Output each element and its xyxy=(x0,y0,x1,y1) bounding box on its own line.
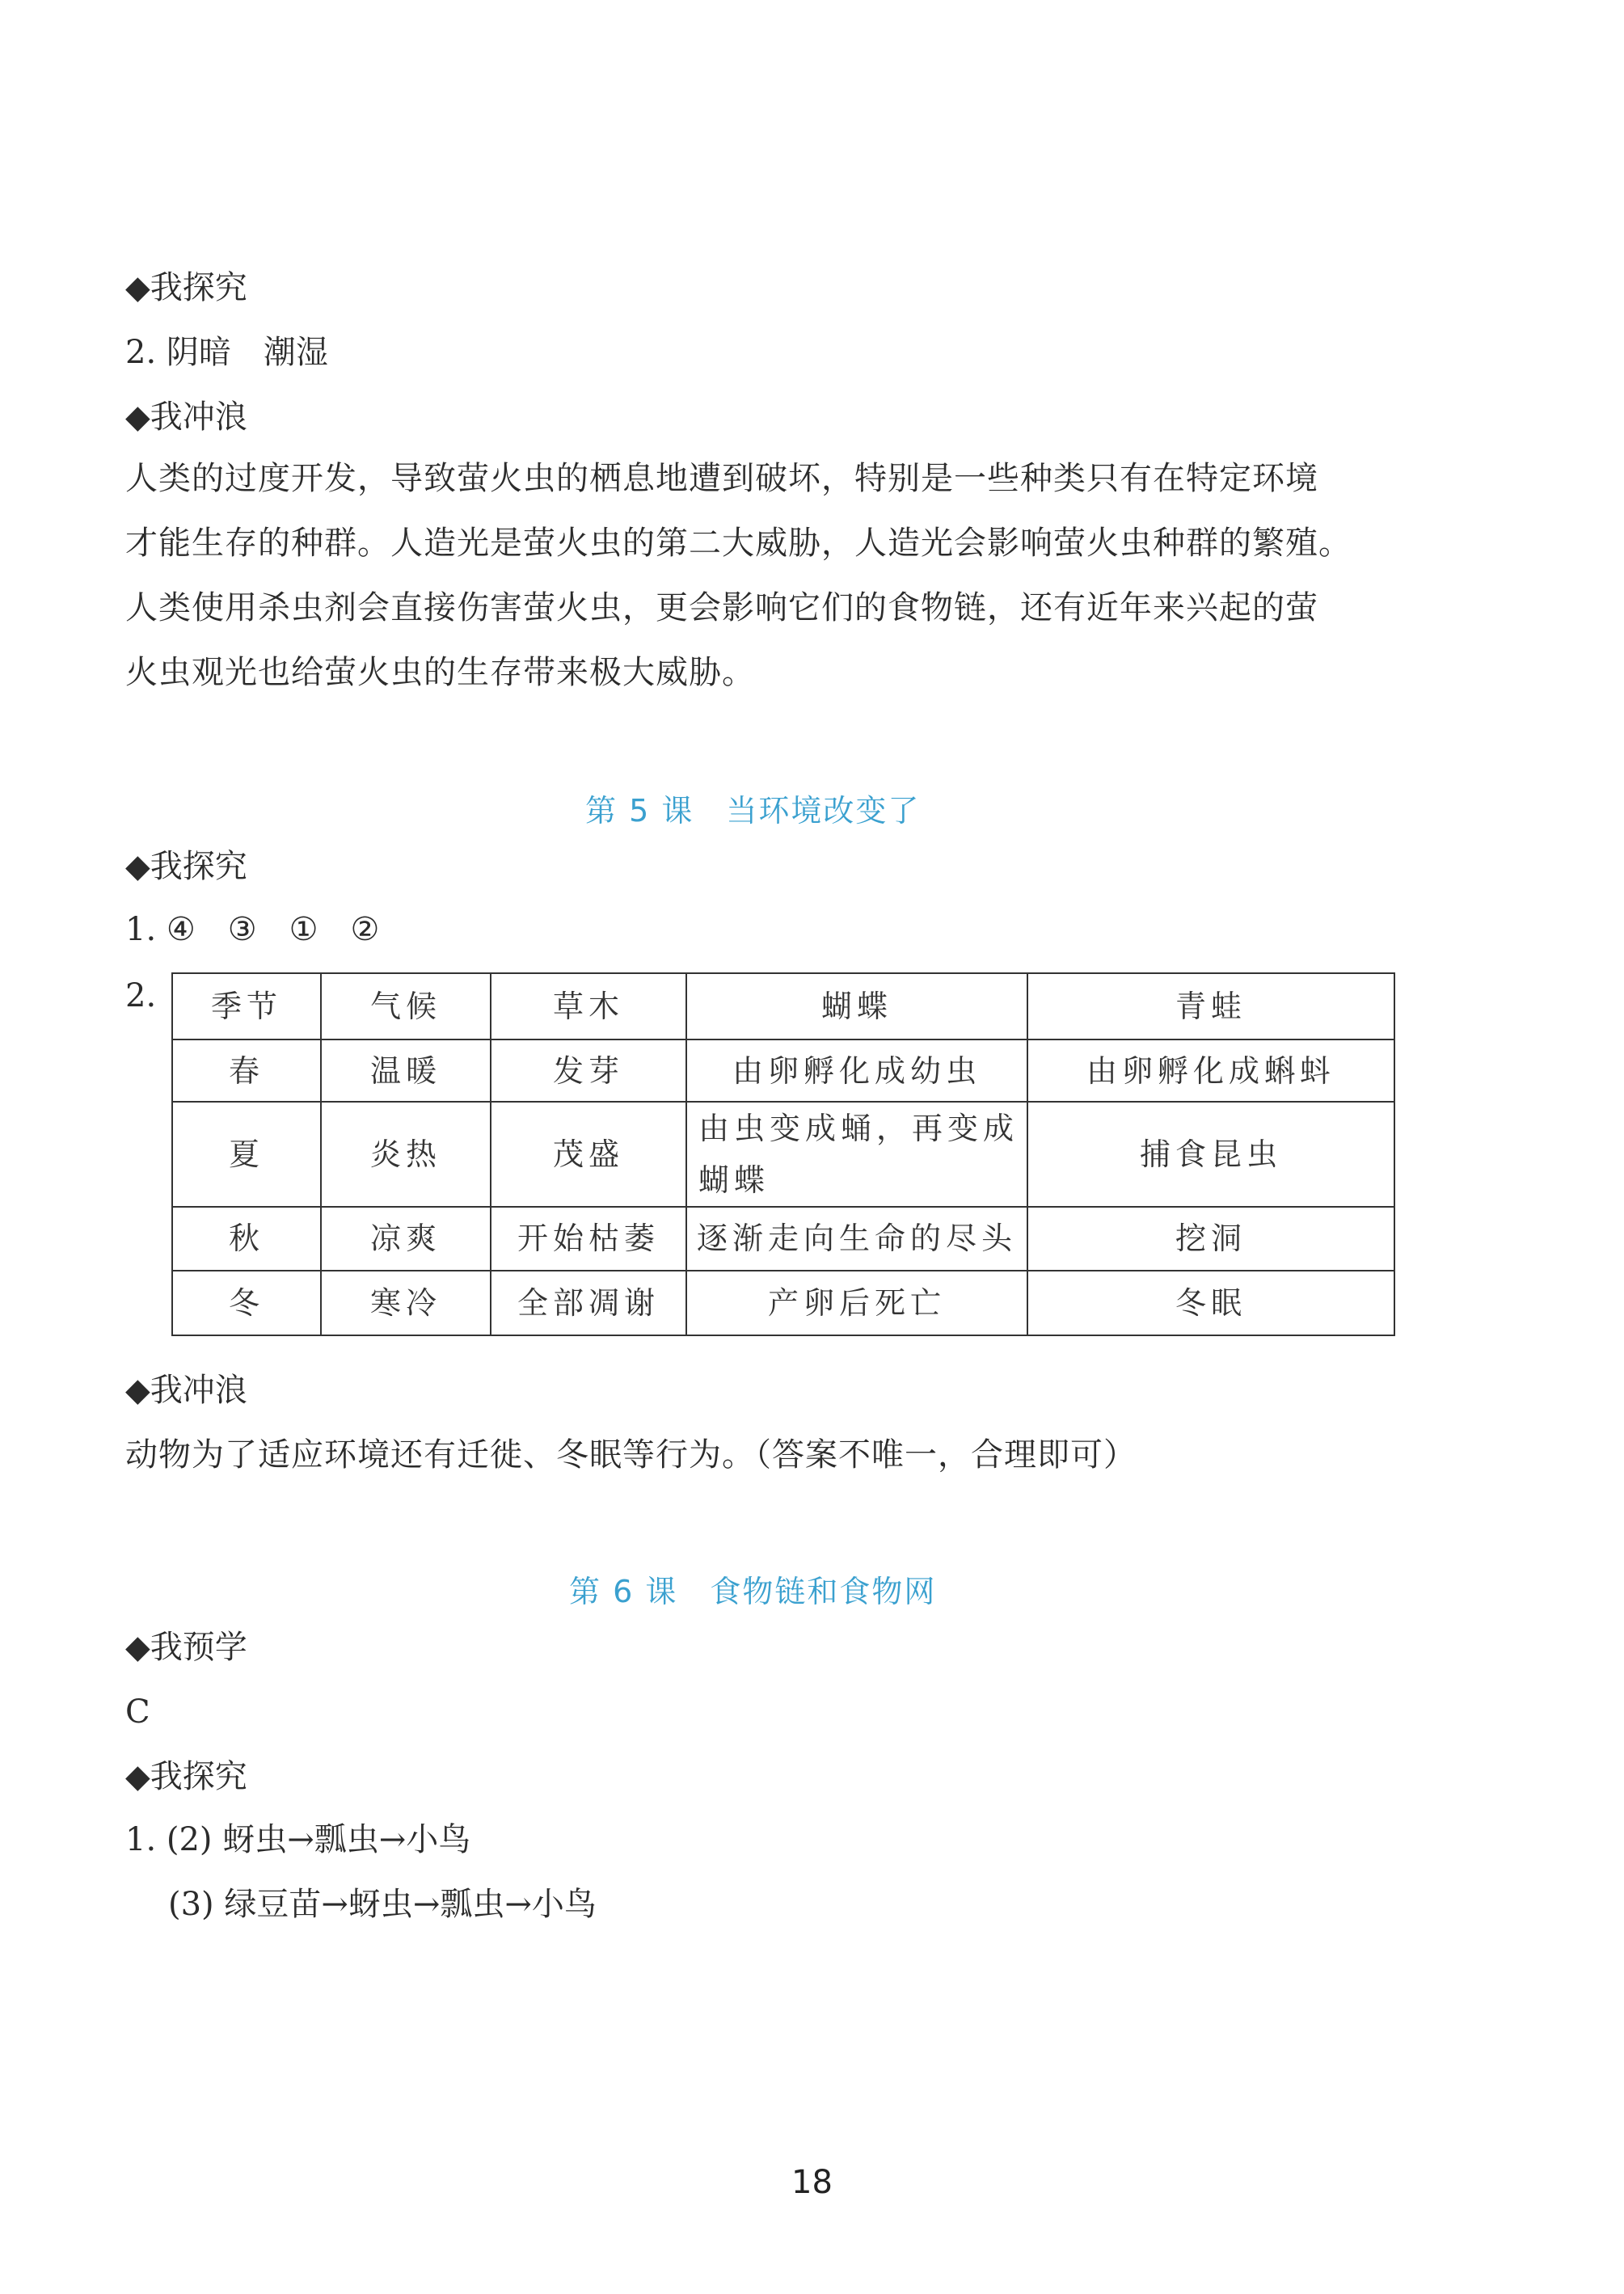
surf-line: 人类的过度开发，导致萤火虫的栖息地遭到破坏，特别是一些种类只有在特定环境 xyxy=(125,460,1318,497)
explore-heading: ◆我探究 xyxy=(125,269,247,306)
seasons-table xyxy=(171,972,1395,1336)
table-header-cell: 季节 xyxy=(172,973,321,1039)
table-cell: 捕食昆虫 xyxy=(1027,1102,1394,1208)
surf-paragraph xyxy=(125,446,1419,705)
explore-answer: 2. 阴暗 潮湿 xyxy=(125,334,328,371)
surf-line: 火虫观光也给萤火虫的生存带来极大威胁。 xyxy=(125,654,755,691)
table-cell: 全部凋谢 xyxy=(491,1271,686,1335)
table-cell: 产卵后死亡 xyxy=(686,1271,1027,1335)
table-cell: 由卵孵化成蝌蚪 xyxy=(1027,1039,1394,1101)
lesson6-explore-heading: ◆我探究 xyxy=(125,1758,247,1795)
table-cell: 炎热 xyxy=(321,1102,491,1208)
table-header-cell: 蝴蝶 xyxy=(686,973,1027,1039)
lesson5-title: 第 5 课 当环境改变了 xyxy=(585,793,921,829)
table-cell: 冬眠 xyxy=(1027,1271,1394,1335)
table-cell: 发芽 xyxy=(491,1039,686,1101)
table-cell: 寒冷 xyxy=(321,1271,491,1335)
surf-line: 才能生存的种群。人造光是萤火虫的第二大威胁，人造光会影响萤火虫种群的繁殖。 xyxy=(125,525,1352,562)
table-cell: 秋 xyxy=(172,1207,321,1270)
table-cell: 逐渐走向生命的尽头 xyxy=(686,1207,1027,1270)
table-header-cell: 气候 xyxy=(321,973,491,1039)
surf-line: 人类使用杀虫剂会直接伤害萤火虫，更会影响它们的食物链，还有近年来兴起的萤 xyxy=(125,589,1318,626)
table-cell: 茂盛 xyxy=(491,1102,686,1208)
lesson5-explore-heading: ◆我探究 xyxy=(125,848,247,885)
lesson5-surf-heading: ◆我冲浪 xyxy=(125,1372,247,1409)
lesson5-surf-text: 动物为了适应环境还有迁徙、冬眠等行为。（答案不唯一，合理即可） xyxy=(125,1436,1137,1474)
table-cell: 开始枯萎 xyxy=(491,1207,686,1270)
table-header-row xyxy=(172,973,1394,1039)
table-header-cell: 草木 xyxy=(491,973,686,1039)
table-cell: 挖洞 xyxy=(1027,1207,1394,1270)
page-number: 18 xyxy=(791,2164,833,2201)
table-cell: 由卵孵化成幼虫 xyxy=(686,1039,1027,1101)
table-row xyxy=(172,1271,1394,1335)
table-cell: 由虫变成蛹，再变成蝴蝶 xyxy=(686,1102,1027,1208)
lesson6-title: 第 6 课 食物链和食物网 xyxy=(569,1574,937,1609)
table-header-cell: 青蛙 xyxy=(1027,973,1394,1039)
lesson6-answer1-line2: (3) 绿豆苗→蚜虫→瓢虫→小鸟 xyxy=(168,1886,597,1923)
table-row xyxy=(172,1102,1394,1208)
table-cell: 冬 xyxy=(172,1271,321,1335)
lesson6-answer1-line1: 1. (2) 蚜虫→瓢虫→小鸟 xyxy=(125,1821,471,1858)
lesson6-preview-heading: ◆我预学 xyxy=(125,1629,247,1666)
surf-heading: ◆我冲浪 xyxy=(125,398,247,436)
lesson6-preview-answer: C xyxy=(125,1693,150,1731)
lesson5-answer2-label: 2. xyxy=(125,977,157,1014)
table-cell: 夏 xyxy=(172,1102,321,1208)
table-cell: 春 xyxy=(172,1039,321,1101)
table-cell: 温暖 xyxy=(321,1039,491,1101)
table-cell: 凉爽 xyxy=(321,1207,491,1270)
table-row xyxy=(172,1207,1394,1270)
table-row xyxy=(172,1039,1394,1101)
lesson5-answer1: 1. ④ ③ ① ② xyxy=(125,911,380,948)
